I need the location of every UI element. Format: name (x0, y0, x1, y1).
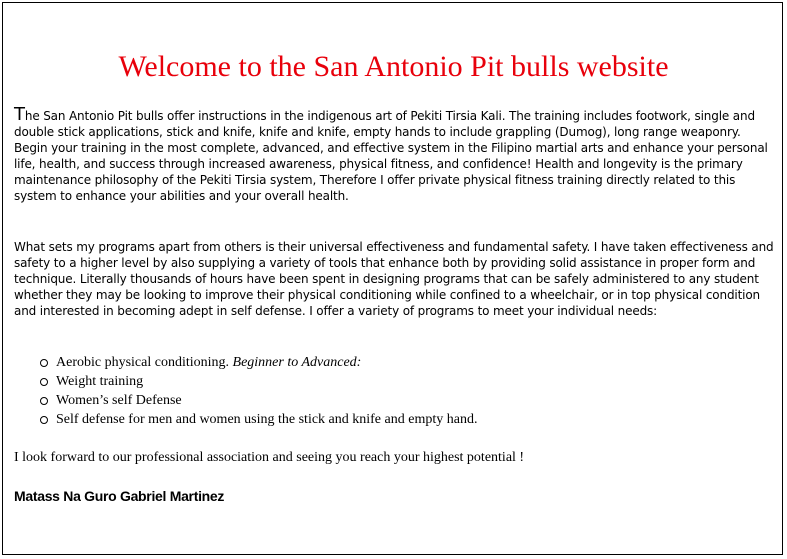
list-item (37, 353, 477, 372)
list-item (37, 391, 477, 410)
programs-paragraph: What sets my programs apart from others is their universal effectiveness and fundamental safety. I have taken effectiveness and safety to a higher level by also supplying a variety of tools that enhance both by providing solid assistance in proper form and technique. Literally thousands of hours have been spent in designing programs that can be safely administered to any student whether they may be looking to improve their physical conditioning while confined to a wheelchair, or in top physical condition and interested in becoming adept in self defense. I offer a variety of programs to meet your individual needs: (14, 240, 774, 318)
intro-text: he San Antonio Pit bulls offer instructions in the indigenous art of Pekiti Tirsia Kali. The training includes footwork, single and double stick applications, stick and knife, knife and knife, empty hands to include grappling (Dumog), long range weaponry. Begin your training in the most complete, advanced, and effective system in the Filipino martial arts and enhance your personal life, health, and success through increased awareness, physical fitness, and confidence! Health and longevity is the primary maintenance philosophy of the Pekiti Tirsia system, Therefore I offer private physical fitness training directly related to this system to enhance your abilities and your overall health. (14, 109, 768, 203)
circle-bullet-icon (40, 359, 48, 367)
signature: Matass Na Guro Gabriel Martinez (14, 488, 225, 504)
list-item (37, 410, 477, 429)
list-item-text: Self defense for men and women using the stick and knife and empty hand. (56, 412, 478, 427)
list-item-text: Women’s self Defense (56, 393, 182, 408)
list-item-text: Aerobic physical conditioning. (56, 355, 233, 370)
circle-bullet-icon (40, 378, 48, 386)
intro-drop-cap: T (14, 104, 25, 125)
intro-paragraph (14, 104, 776, 204)
closing-line: I look forward to our professional association and seeing you reach your highest potential ! (14, 450, 525, 465)
list-item-text: Weight training (56, 374, 144, 389)
list-item-emphasis: Beginner to Advanced: (232, 355, 362, 370)
circle-bullet-icon (40, 397, 48, 405)
list-item (37, 372, 477, 391)
page-title: Welcome to the San Antonio Pit bulls website (118, 50, 669, 83)
circle-bullet-icon (40, 416, 48, 424)
programs-list (37, 353, 477, 429)
page-frame (2, 2, 783, 555)
